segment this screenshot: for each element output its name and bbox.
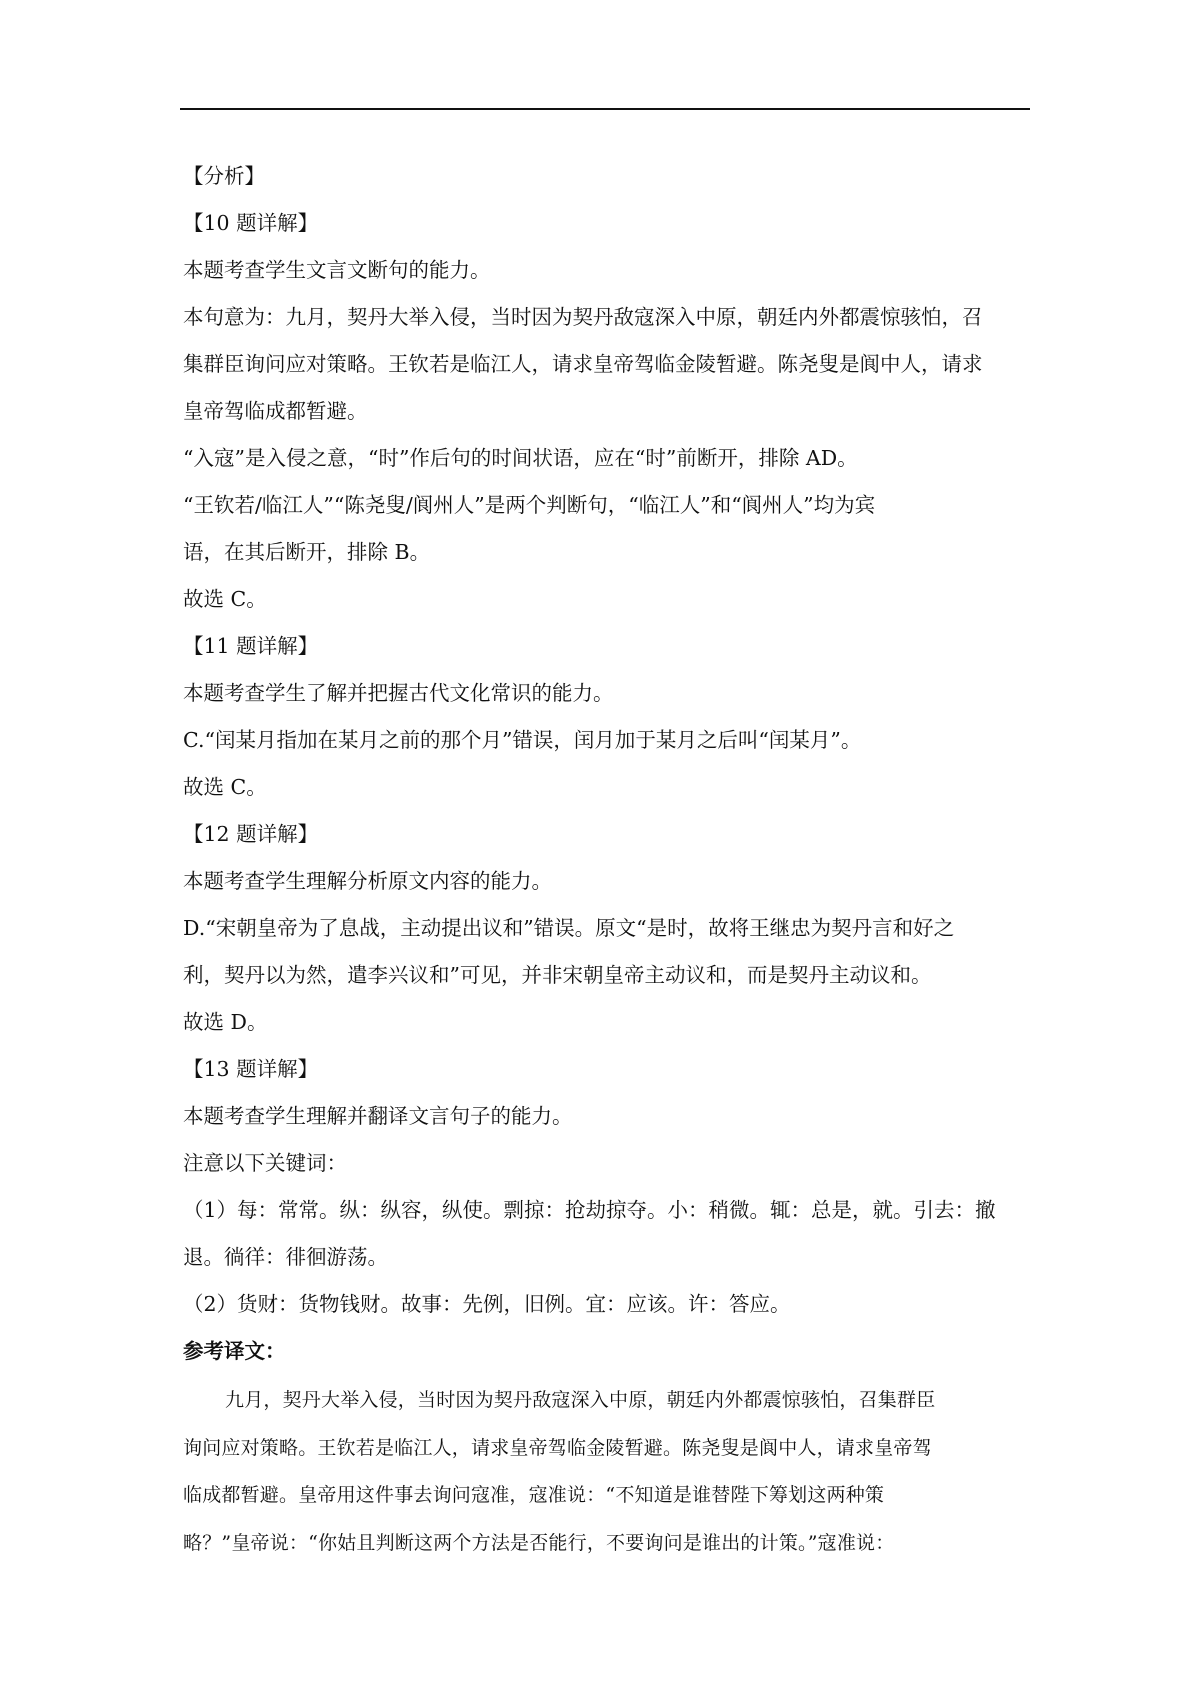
translation-line: 九月，契丹大举入侵，当时因为契丹敌寇深入中原，朝廷内外都震惊骇怕，召集群臣	[225, 1389, 936, 1411]
answer-line: 故选 C。	[183, 587, 267, 611]
paragraph-line: 集群臣询问应对策略。王钦若是临江人，请求皇帝驾临金陵暂避。陈尧叟是阆中人，请求	[183, 352, 983, 376]
section-label-q13: 【13 题详解】	[183, 1057, 319, 1081]
section-label-analysis: 【分析】	[183, 164, 265, 188]
paragraph-line: 语，在其后断开，排除 B。	[183, 540, 431, 564]
answer-line: 故选 D。	[183, 1010, 268, 1034]
paragraph-line: “王钦若/临江人”“陈尧叟/阆州人”是两个判断句，“临江人”和“阆州人”均为宾	[183, 493, 876, 517]
translation-line: 询问应对策略。王钦若是临江人，请求皇帝驾临金陵暂避。陈尧叟是阆中人，请求皇帝驾	[183, 1436, 932, 1459]
document-body	[183, 153, 1035, 1567]
paragraph-line: （2）货财：货物钱财。故事：先例，旧例。宜：应该。许：答应。	[183, 1292, 791, 1316]
paragraph-line: 本题考查学生理解并翻译文言句子的能力。	[183, 1104, 573, 1128]
paragraph-line: 本题考查学生理解分析原文内容的能力。	[183, 869, 552, 893]
section-label-q11: 【11 题详解】	[183, 634, 319, 658]
translation-block	[183, 1377, 1035, 1567]
translation-heading: 参考译文：	[183, 1339, 286, 1363]
section-label-q12: 【12 题详解】	[183, 822, 319, 846]
paragraph-line: 本题考查学生了解并把握古代文化常识的能力。	[183, 681, 614, 705]
paragraph-line: 退。徜徉：徘徊游荡。	[183, 1245, 388, 1269]
section-label-q10: 【10 题详解】	[183, 211, 319, 235]
paragraph-line: D.“宋朝皇帝为了息战，主动提出议和”错误。原文“是时，故将王继忠为契丹言和好之	[183, 916, 955, 940]
answer-line: 故选 C。	[183, 775, 267, 799]
paragraph-line: 本题考查学生文言文断句的能力。	[183, 258, 491, 282]
paragraph-line: C.“闰某月指加在某月之前的那个月”错误，闰月加于某月之后叫“闰某月”。	[183, 728, 862, 752]
paragraph-line: 本句意为：九月，契丹大举入侵，当时因为契丹敌寇深入中原，朝廷内外都震惊骇怕，召	[183, 305, 983, 329]
paragraph-line: 利，契丹以为然，遣李兴议和”可见，并非宋朝皇帝主动议和，而是契丹主动议和。	[183, 963, 932, 987]
paragraph-line: “入寇”是入侵之意，“时”作后句的时间状语，应在“时”前断开，排除 AD。	[183, 446, 858, 470]
header-rule	[180, 108, 1030, 110]
translation-line: 略？”皇帝说：“你姑且判断这两个方法是否能行，不要询问是谁出的计策。”寇准说：	[183, 1531, 895, 1554]
paragraph-line: （1）每：常常。纵：纵容，纵使。剽掠：抢劫掠夺。小：稍微。辄：总是，就。引去：撤	[183, 1198, 996, 1222]
paragraph-line: 注意以下关键词：	[183, 1151, 347, 1175]
paragraph-line: 皇帝驾临成都暂避。	[183, 399, 368, 423]
translation-line: 临成都暂避。皇帝用这件事去询问寇准，寇准说：“不知道是谁替陛下筹划这两种策	[183, 1484, 885, 1506]
